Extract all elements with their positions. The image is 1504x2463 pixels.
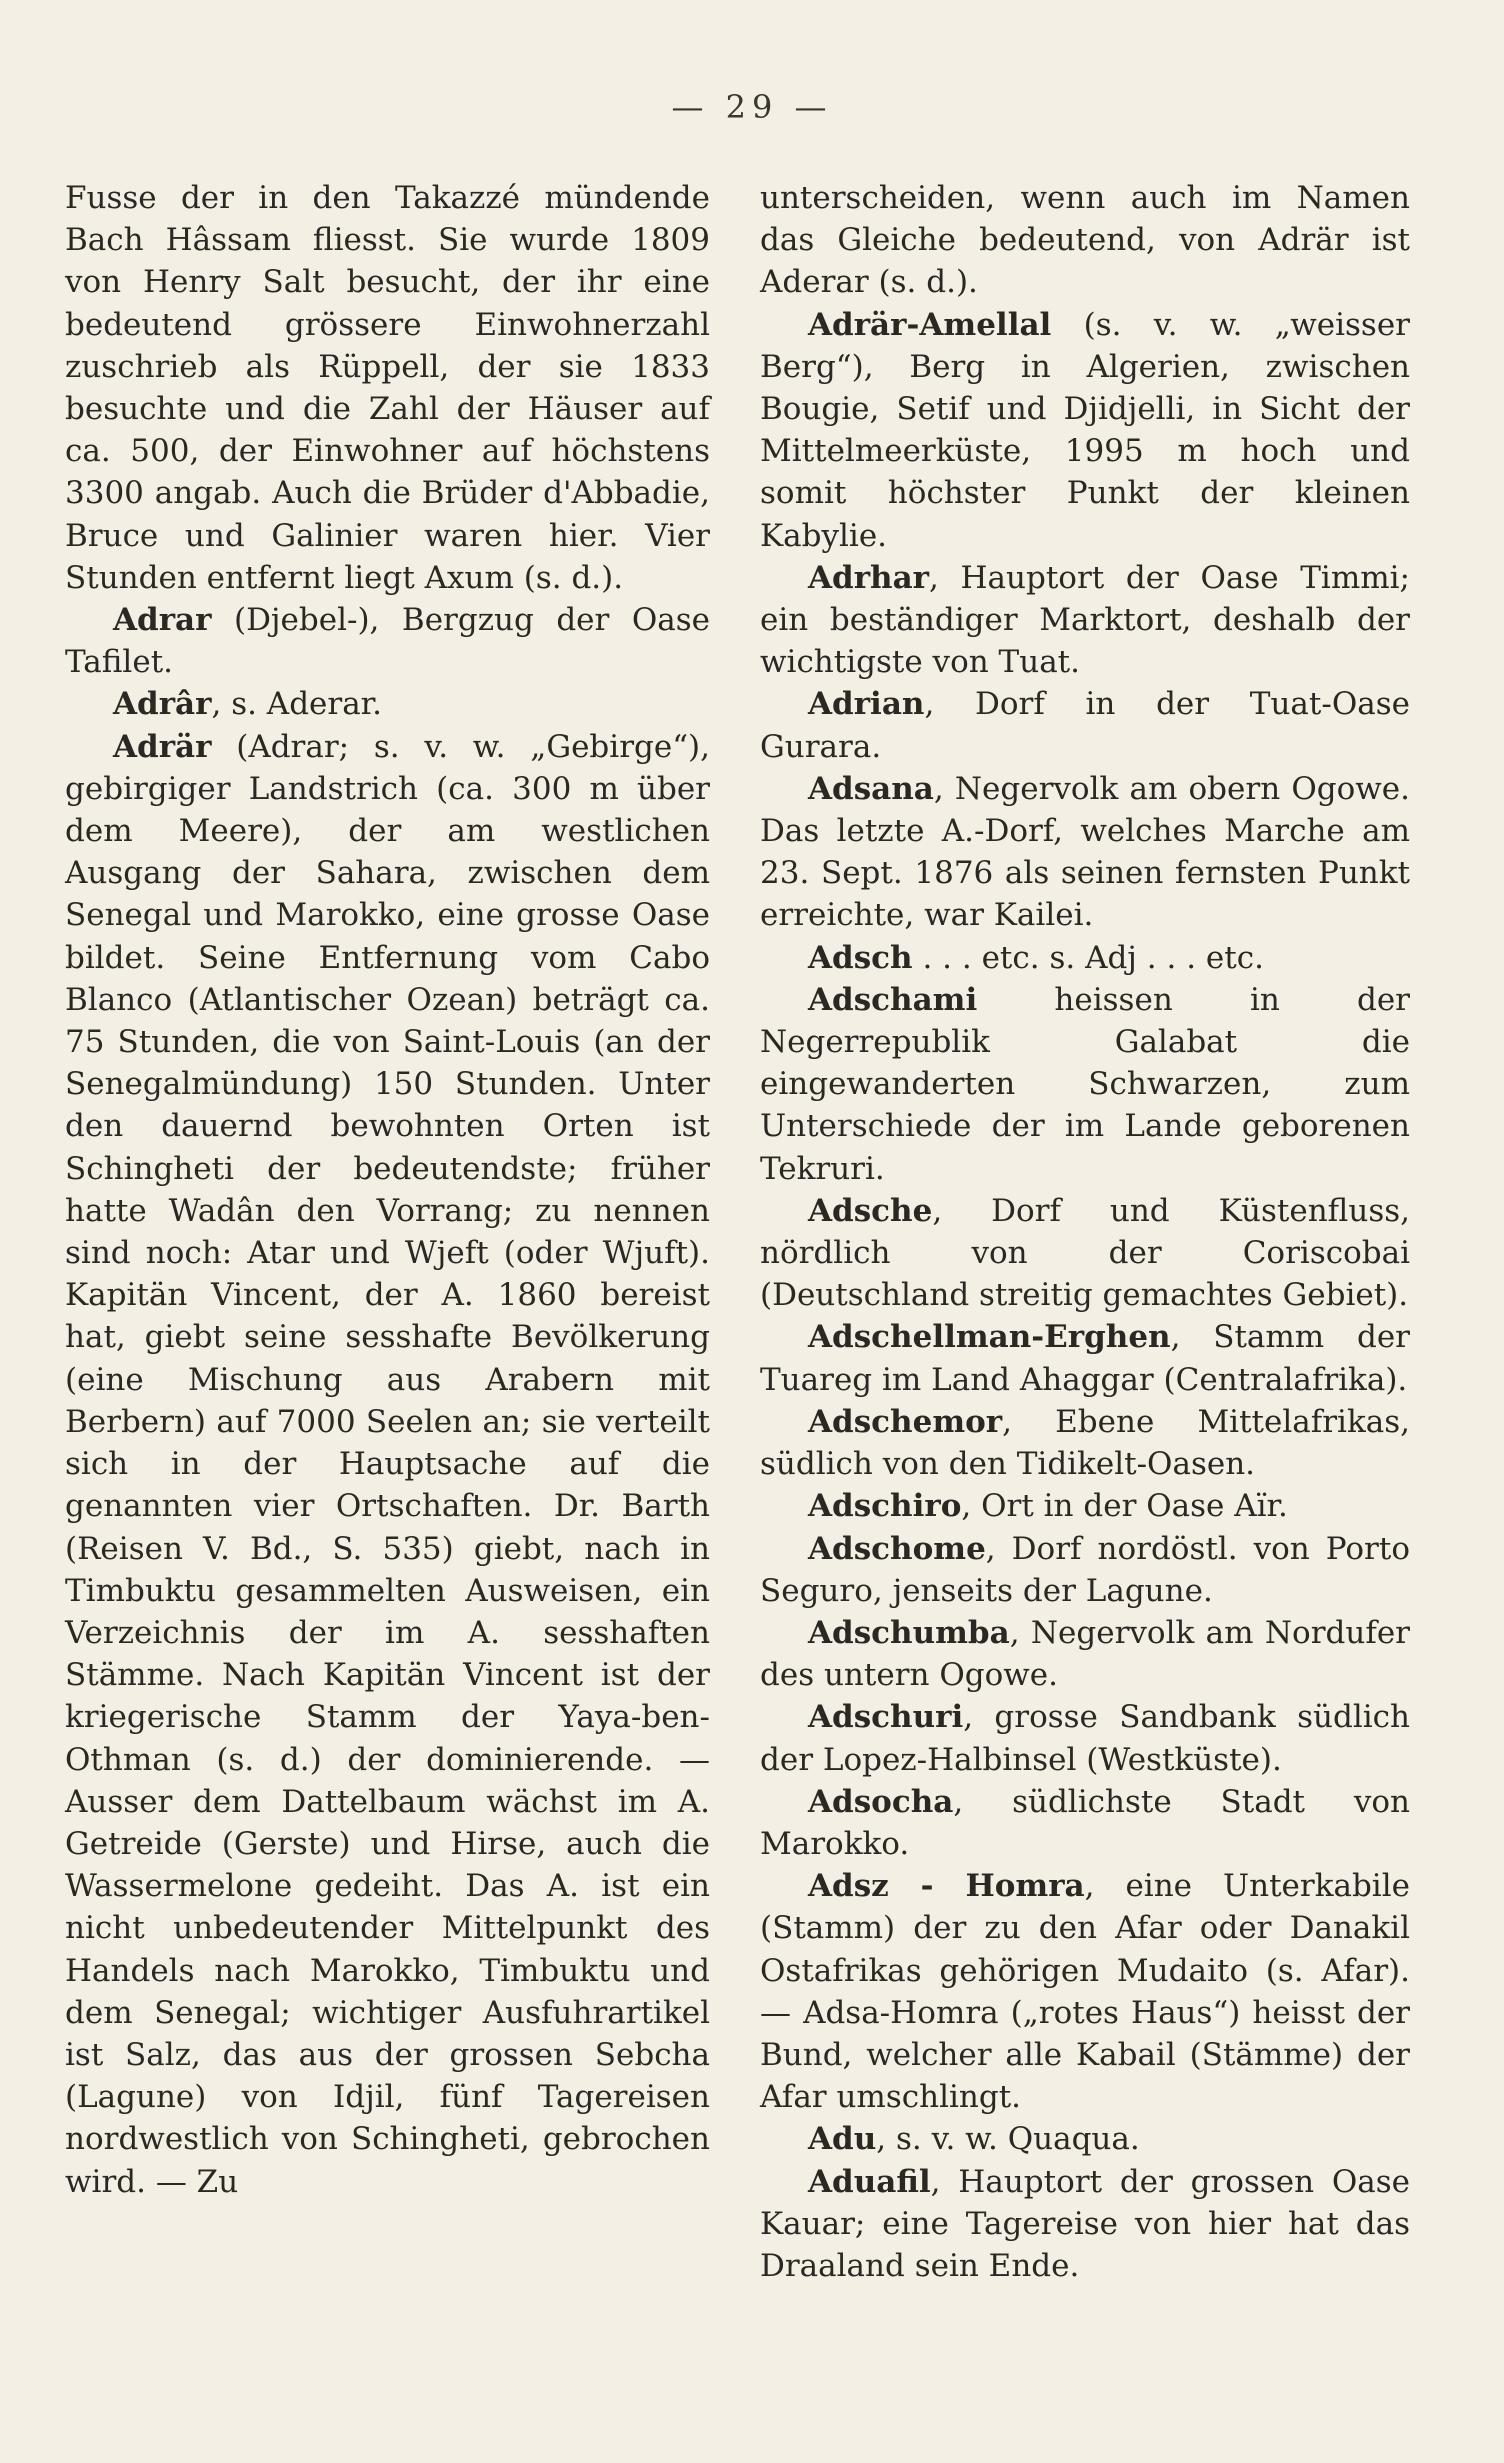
dictionary-entry [760,1696,1410,1780]
entry-text: , südlichste Stadt von Marokko. [760,1783,1410,1862]
dictionary-entry [760,768,1410,937]
dictionary-entry [760,1316,1410,1400]
dictionary-entry [760,979,1410,1190]
entry-text: , Dorf und Küstenfluss, nördlich von der Coriscobai (Deutschland streitig gemachtes Gebiet). [760,1192,1410,1314]
dictionary-entry [760,1781,1410,1865]
dictionary-entry [65,726,710,2203]
entry-headword: Adschiro [808,1488,962,1525]
entry-headword: Adschuri [808,1699,964,1736]
entry-text: , eine Unterkabile (Stamm) der zu den Afar oder Danakil Ostafrikas gehörigen Mudaito (s. Afar). — Adsa-Homra („rotes Haus“) heisst der Bund, welcher alle Kabail (Stämme) der Afar umschlingt. [760,1868,1410,2116]
entry-headword: Adsz - Homra [808,1868,1085,1905]
entry-headword: Adsana [808,770,934,807]
dictionary-entry [760,1485,1410,1527]
entry-text: (Adrar; s. v. w. „Gebirge“), gebirgiger Landstrich (ca. 300 m über dem Meere), der am westlichen Ausgang der Sahara, zwischen dem Senegal und Marokko, eine grosse Oase bildet. Seine Entfernung vom Cabo Blanco (Atlantischer Ozean) beträgt ca. 75 Stunden, die von Saint-Louis (an der Senegalmündung) 150 Stunden. Unter den dauernd bewohnten Orten ist Schingheti der bedeutendste; früher hatte Wadân den Vorrang; zu nennen sind noch: Atar und Wjeft (oder Wjuft). Kapitän Vincent, der A. 1860 bereist hat, giebt seine sesshafte Bevölkerung (eine Mischung aus Arabern mit Berbern) auf 7000 Seelen an; sie verteilt sich in der Hauptsache auf die genannten vier Ortschaften. Dr. Barth (Reisen V. Bd., S. 535) giebt, nach in Timbuktu gesammelten Ausweisen, ein Verzeichnis der im A. sesshaften Stämme. Nach Kapitän Vincent ist der kriegerische Stamm der Yaya-ben-Othman (s. d.) der dominierende. — Ausser dem Dattelbaum wächst im A. Getreide (Gerste) und Hirse, auch die Wassermelone gedeiht. Das A. ist ein nicht unbedeutender Mittelpunkt des Handels nach Marokko, Timbuktu und dem Senegal; wichtiger Ausfuhrartikel ist Salz, das aus der grossen Sebcha (Lagune) von Idjil, fünf Tagereisen nordwestlich von Schingheti, gebrochen wird. — Zu [65,728,710,2200]
dictionary-entry [65,177,710,599]
entry-text: , Stamm der Tuareg im Land Ahaggar (Centralafrika). [760,1319,1410,1398]
entry-text: (s. v. w. „weisser Berg“), Berg in Algerien, zwischen Bougie, Setif und Djidjelli, in Sicht der Mittelmeerküste, 1995 m hoch und somit höchster Punkt der kleinen Kabylie. [760,306,1410,554]
dictionary-entry [760,177,1410,304]
dictionary-entry [760,304,1410,557]
entry-headword: Adrär [113,728,212,765]
dictionary-entry [65,599,710,683]
entry-text: , grosse Sandbank südlich der Lopez-Halbinsel (Westküste). [760,1699,1410,1778]
dictionary-entry [760,557,1410,684]
entry-headword: Adschami [808,981,978,1018]
dictionary-entry [760,683,1410,767]
entry-text: (Djebel-), Bergzug der Oase Tafilet. [65,602,710,681]
entry-text: Fusse der in den Takazzé mündende Bach Hâssam fliesst. Sie wurde 1809 von Henry Salt besucht, der ihr eine bedeutend grössere Einwohnerzahl zuschrieb als Rüppell, der sie 1833 besuchte und die Zahl der Häuser auf ca. 500, der Einwohner auf höchstens 3300 angab. Auch die Brüder d'Abbadie, Bruce und Galinier waren hier. Vier Stunden entfernt liegt Axum (s. d.). [65,180,710,596]
dictionary-entry [760,1612,1410,1696]
entry-text: , s. v. w. Quaqua. [876,2121,1140,2158]
dictionary-entry [760,1865,1410,2118]
entry-text: , Dorf nordöstl. von Porto Seguro, jenseits der Lagune. [760,1530,1410,1609]
entry-text: , Ort in der Oase Aïr. [961,1488,1288,1525]
dictionary-entry [760,1190,1410,1317]
entry-text: , Ebene Mittelafrikas, südlich von den Tidikelt-Oasen. [760,1403,1410,1483]
entry-headword: Aduafil [808,2163,931,2200]
entry-headword: Adu [808,2121,877,2158]
entry-text: unterscheiden, wenn auch im Namen das Gleiche bedeutend, von Adrär ist Aderar (s. d.). [760,180,1410,301]
entry-text: , Negervolk am Nordufer des untern Ogowe. [760,1614,1410,1694]
dictionary-entry [760,937,1410,979]
dictionary-entry [760,1401,1410,1485]
entry-headword: Adrär-Amellal [808,306,1052,343]
entry-text: , Negervolk am obern Ogowe. Das letzte A.-Dorf, welches Marche am 23. Sept. 1876 als seinen fernsten Punkt erreichte, war Kailei. [760,770,1410,934]
entry-text: . . . etc. s. Adj . . . etc. [912,939,1264,976]
entry-text: , Hauptort der grossen Oase Kauar; eine Tagereise von hier hat das Draaland sein Ende. [760,2163,1410,2284]
entry-headword: Adschemor [808,1403,1003,1440]
entry-text: , Hauptort der Oase Timmi; ein beständiger Marktort, deshalb der wichtigste von Tuat. [760,559,1410,681]
entry-headword: Adsocha [808,1783,954,1820]
entry-headword: Adschellman-Erghen [808,1319,1171,1356]
entry-headword: Adrâr [113,686,212,723]
entry-headword: Adschumba [808,1614,1010,1651]
right-column [760,177,1410,2287]
entry-text: heissen in der Negerrepublik Galabat die eingewanderten Schwarzen, zum Unterschiede der im Lande geborenen Tekruri. [760,981,1410,1187]
entry-headword: Adrian [808,686,925,723]
dictionary-entry [760,1528,1410,1612]
page-number: — 29 — [671,88,833,126]
entry-headword: Adsche [808,1192,933,1229]
entry-headword: Adsch [808,939,913,976]
dictionary-entry [760,2161,1410,2288]
entry-text: , Dorf in der Tuat-Oase Gurara. [760,686,1410,765]
entry-headword: Adschome [808,1530,986,1567]
dictionary-entry [65,683,710,725]
dictionary-entry [760,2118,1410,2160]
entry-headword: Adrar [113,602,212,639]
entry-text: , s. Aderar. [211,686,382,723]
entry-headword: Adrhar [808,559,930,596]
left-column [65,177,710,2203]
